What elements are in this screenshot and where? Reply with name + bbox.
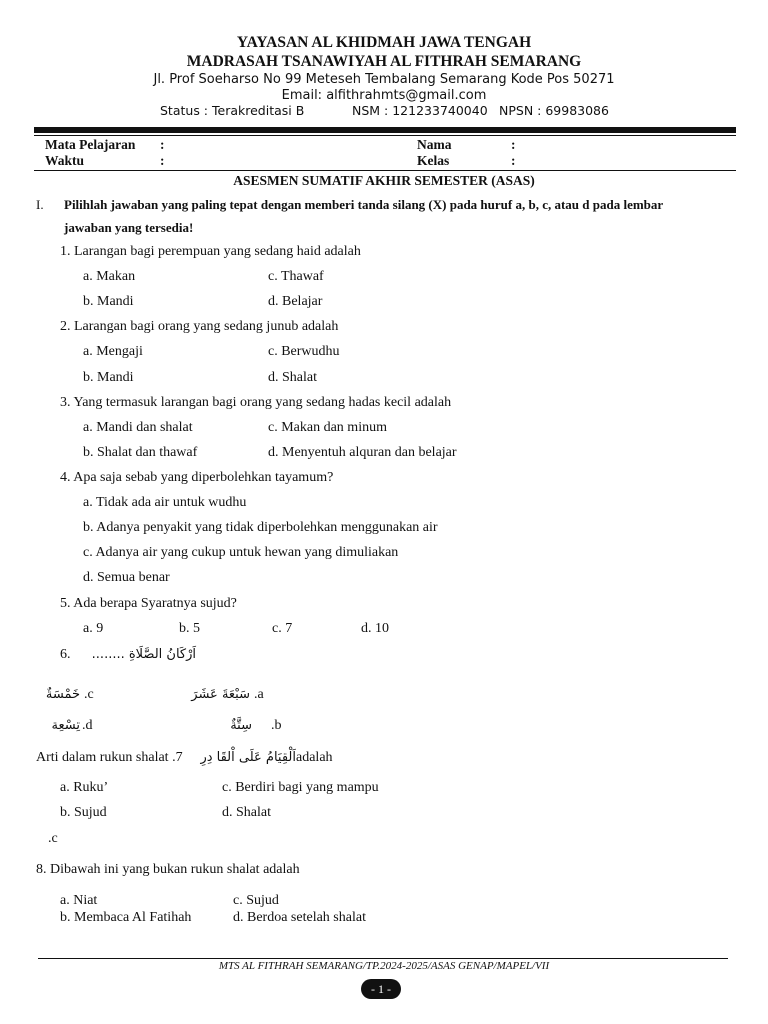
q7-option-a: a. Ruku’ xyxy=(60,780,109,795)
q4-option-c: c. Adanya air yang cukup untuk hewan yang dimuliakan xyxy=(83,545,399,560)
npsn-number: NPSN : 69983086 xyxy=(499,103,609,118)
time-colon: : xyxy=(160,153,165,168)
q4-option-b: b. Adanya penyakit yang tidak diperbolehkan menggunakan air xyxy=(83,520,438,535)
question-7-prefix: Arti dalam rukun shalat .7 xyxy=(36,750,183,765)
footer-text: MTS AL FITHRAH SEMARANG/TP.2024-2025/ASAS GENAP/MAPEL/VII xyxy=(218,960,550,972)
page-number: - 1 - xyxy=(361,979,401,999)
instruction-line-1: Pilihlah jawaban yang paling tepat dengan memberi tanda silang (X) pada huruf a, b, c, atau d pada lembar xyxy=(64,197,664,212)
header-divider-thin xyxy=(34,135,736,136)
name-label: Nama xyxy=(417,137,452,152)
q6-option-a-arabic: سَبْعَةَ عَشَرَ xyxy=(191,687,250,702)
q3-option-b: b. Shalat dan thawaf xyxy=(83,445,198,460)
school-email: Email: alfithrahmts@gmail.com xyxy=(281,88,487,103)
q1-option-d: d. Belajar xyxy=(268,294,323,309)
q3-option-a: a. Mandi dan shalat xyxy=(83,420,193,435)
subject-colon: : xyxy=(160,137,165,152)
question-4: 4. Apa saja sebab yang diperbolehkan tayamum? xyxy=(60,470,334,485)
q2-option-d: d. Shalat xyxy=(268,370,317,385)
q4-option-a: a. Tidak ada air untuk wudhu xyxy=(83,495,247,510)
nsm-number: NSM : 121233740040 xyxy=(352,103,488,118)
section-number: I. xyxy=(36,197,44,212)
question-7-suffix: adalah xyxy=(296,750,333,765)
q5-option-b: b. 5 xyxy=(179,621,200,636)
q7-option-b: b. Sujud xyxy=(60,805,107,820)
question-6-arabic: اَرْكَانُ الصَّلَاةِ ........ xyxy=(91,647,196,662)
question-2: 2. Larangan bagi orang yang sedang junub adalah xyxy=(60,319,339,334)
header-divider-thick xyxy=(34,127,736,133)
q1-option-a: a. Makan xyxy=(83,269,136,284)
q2-option-c: c. Berwudhu xyxy=(268,344,340,359)
q6-option-d-letter: .d xyxy=(82,718,93,733)
q5-option-c: c. 7 xyxy=(272,621,293,636)
question-6-number: 6. xyxy=(60,647,71,662)
q6-option-d-arabic: تِسْعِة xyxy=(51,718,80,733)
question-3: 3. Yang termasuk larangan bagi orang yang sedang hadas kecil adalah xyxy=(60,395,452,410)
q8-option-b: b. Membaca Al Fatihah xyxy=(60,910,192,925)
q6-option-a-letter: .a xyxy=(254,687,264,702)
school-address: Jl. Prof Soeharso No 99 Meteseh Tembalang Semarang Kode Pos 50271 xyxy=(153,72,615,87)
question-1: 1. Larangan bagi perempuan yang sedang haid adalah xyxy=(60,244,361,259)
name-colon: : xyxy=(511,137,516,152)
q7-option-c: c. Berdiri bagi yang mampu xyxy=(222,780,379,795)
footer-divider xyxy=(38,958,728,959)
question-7-arabic: اَلْقِيَامُ عَلَى اْلقَا دِرِ xyxy=(200,750,296,765)
q3-option-c: c. Makan dan minum xyxy=(268,420,387,435)
q8-option-c: c. Sujud xyxy=(233,893,279,908)
q8-option-a: a. Niat xyxy=(60,893,98,908)
class-label: Kelas xyxy=(417,153,450,168)
class-colon: : xyxy=(511,153,516,168)
q7-stray-option: .c xyxy=(48,831,58,846)
q8-option-d: d. Berdoa setelah shalat xyxy=(233,910,366,925)
q5-option-a: a. 9 xyxy=(83,621,104,636)
time-label: Waktu xyxy=(45,153,85,168)
school-name: MADRASAH TSANAWIYAH AL FITHRAH SEMARANG xyxy=(186,53,582,70)
meta-divider xyxy=(34,170,736,171)
exam-title: ASESMEN SUMATIF AKHIR SEMESTER (ASAS) xyxy=(233,173,535,188)
q6-option-c-letter: .c xyxy=(84,687,94,702)
q4-option-d: d. Semua benar xyxy=(83,570,170,585)
q5-option-d: d. 10 xyxy=(361,621,389,636)
q2-option-a: a. Mengaji xyxy=(83,344,143,359)
question-8: 8. Dibawah ini yang bukan rukun shalat adalah xyxy=(36,862,300,877)
q1-option-b: b. Mandi xyxy=(83,294,134,309)
subject-label: Mata Pelajaran xyxy=(45,137,136,152)
instruction-line-2: jawaban yang tersedia! xyxy=(64,220,194,235)
q3-option-d: d. Menyentuh alquran dan belajar xyxy=(268,445,457,460)
question-5: 5. Ada berapa Syaratnya sujud? xyxy=(60,596,237,611)
q2-option-b: b. Mandi xyxy=(83,370,134,385)
q6-option-b-arabic: سِتَّةٌ xyxy=(230,718,252,733)
q1-option-c: c. Thawaf xyxy=(268,269,324,284)
accreditation-status: Status : Terakreditasi B xyxy=(160,103,305,118)
q6-option-b-letter: .b xyxy=(271,718,282,733)
q7-option-d: d. Shalat xyxy=(222,805,271,820)
q6-option-c-arabic: خَمْسَةٌ xyxy=(45,687,80,702)
foundation-name: YAYASAN AL KHIDMAH JAWA TENGAH xyxy=(236,34,532,51)
